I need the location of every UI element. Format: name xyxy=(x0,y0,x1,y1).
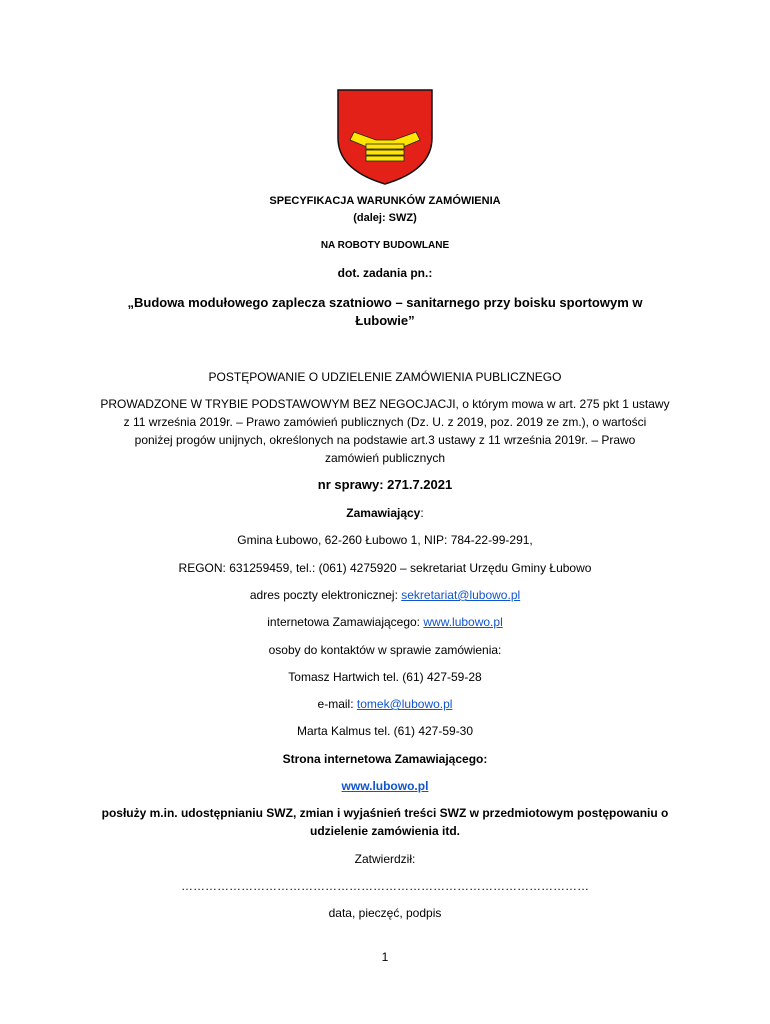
task-name-line1: „Budowa modułowego zaplecza szatniowo – sanitarnego przy boisku sportowym w xyxy=(127,295,643,310)
website-purpose-line1: posłuży m.in. udostępnianiu SWZ, zmian i wyjaśnień treści SWZ w przedmiotowym postępowaniu o xyxy=(101,806,669,820)
signature-dotted-line: ………………………………………………………………………………………… xyxy=(181,879,589,893)
contact-person-1-email xyxy=(0,697,770,711)
contracting-regon: REGON: 631259459, tel.: (061) 4275920 – sekretariat Urzędu Gminy Łubowo xyxy=(178,561,592,575)
contact-person-2: Marta Kalmus tel. (61) 427-59-30 xyxy=(296,724,474,738)
document-title: SPECYFIKACJA WARUNKÓW ZAMÓWIENIA xyxy=(269,195,501,207)
website-section-heading: Strona internetowa Zamawiającego: xyxy=(282,752,488,766)
contracting-authority-label: Zamawiający xyxy=(346,506,421,520)
procedure-heading: POSTĘPOWANIE O UDZIELENIE ZAMÓWIENIA PUBLICZNEGO xyxy=(208,370,562,384)
document-subtitle: NA ROBOTY BUDOWLANE xyxy=(320,240,450,251)
contact-person-1: Tomasz Hartwich tel. (61) 427-59-28 xyxy=(288,670,482,684)
coat-of-arms-logo xyxy=(336,88,434,186)
website-section-link[interactable]: www.lubowo.pl xyxy=(341,779,429,793)
colon: : xyxy=(420,506,424,520)
approval-label: Zatwierdził: xyxy=(354,852,416,866)
document-title-abbrev: (dalej: SWZ) xyxy=(353,212,417,224)
website-section-url xyxy=(0,779,770,793)
contracting-authority-heading xyxy=(0,506,770,520)
email-prefix: adres poczty elektronicznej: xyxy=(249,588,402,602)
procedure-desc-line1: PROWADZONE W TRYBIE PODSTAWOWYM BEZ NEGOCJACJI, o którym mowa w art. 275 pkt 1 ustawy xyxy=(100,397,670,411)
task-name-line2: Łubowie” xyxy=(355,313,415,328)
website-link[interactable]: www.lubowo.pl xyxy=(423,615,503,629)
contacts-heading: osoby do kontaktów w sprawie zamówienia: xyxy=(268,643,502,657)
contact-email-link[interactable]: tomek@lubowo.pl xyxy=(356,697,453,711)
page-number: 1 xyxy=(381,950,389,964)
procedure-desc-line2: z 11 września 2019r. – Prawo zamówień publicznych (Dz. U. z 2019, poz. 2019 ze zm.), o wartości xyxy=(123,415,647,429)
procedure-desc-line3: poniżej progów unijnych, określonych na podstawie art.3 ustawy z 11 września 2019r. – Prawo xyxy=(134,433,636,447)
case-number: nr sprawy: 271.7.2021 xyxy=(317,477,453,492)
website-purpose-line2: udzielenie zamówienia itd. xyxy=(309,824,461,838)
website-line xyxy=(0,615,770,629)
email-line xyxy=(0,588,770,602)
task-intro: dot. zadania pn.: xyxy=(337,266,433,280)
contact-email-prefix: e-mail: xyxy=(317,697,357,711)
procedure-desc-line4: zamówień publicznych xyxy=(324,451,446,465)
website-prefix: internetowa Zamawiającego: xyxy=(267,615,424,629)
email-link[interactable]: sekretariat@lubowo.pl xyxy=(401,588,521,602)
signature-caption: data, pieczęć, podpis xyxy=(328,906,442,920)
contracting-address: Gmina Łubowo, 62-260 Łubowo 1, NIP: 784-22-99-291, xyxy=(237,533,533,547)
